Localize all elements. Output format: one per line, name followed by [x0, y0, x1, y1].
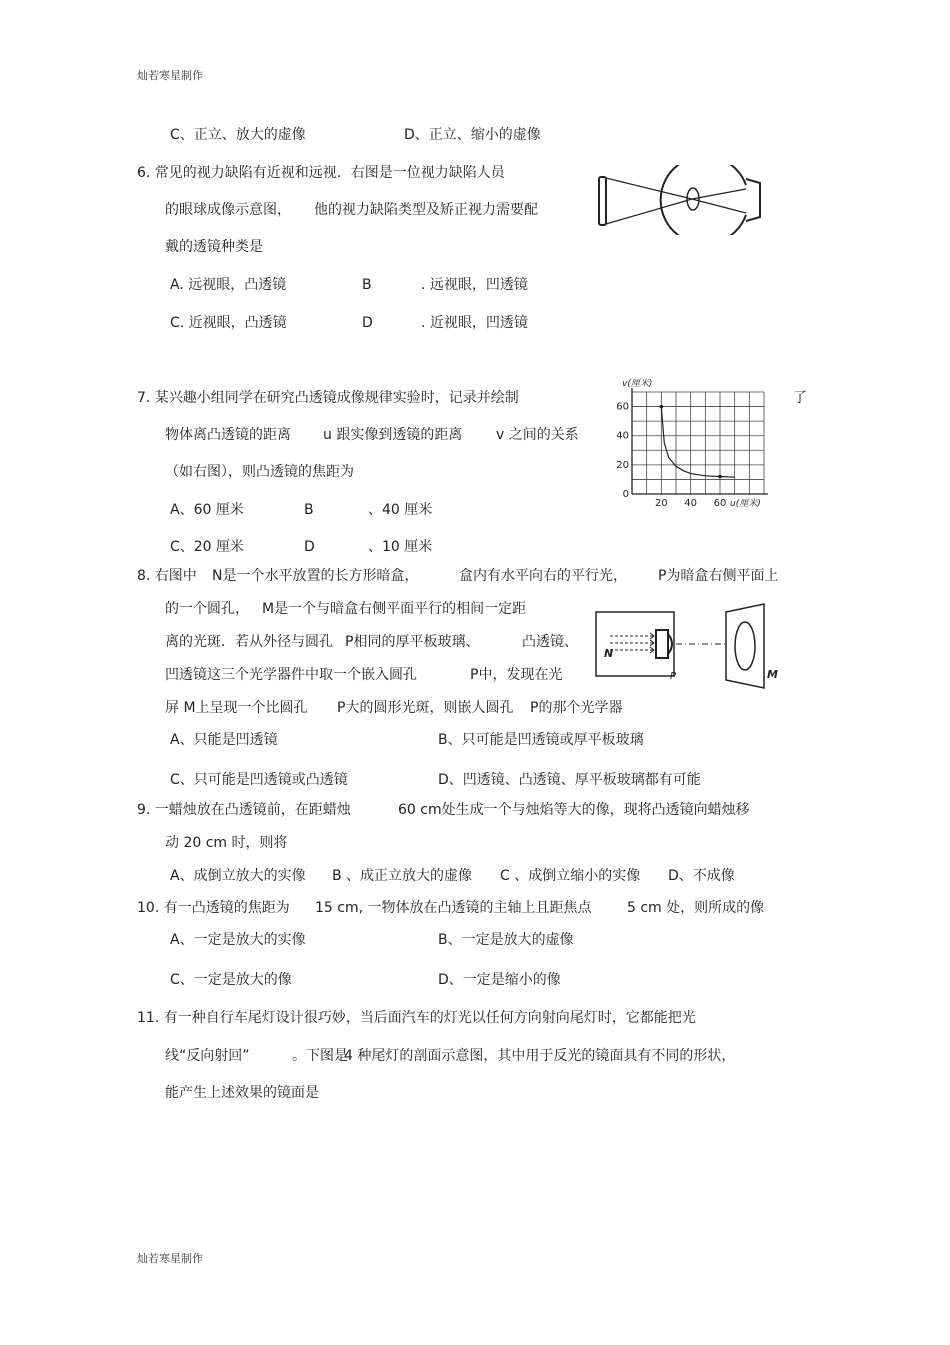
- q7-option-a: A、60 厘米: [170, 502, 244, 518]
- label-n: N: [604, 647, 614, 660]
- q8-option-b: B、只可能是凹透镜或厚平板玻璃: [438, 732, 644, 748]
- q6-option-b-letter: B: [362, 277, 372, 293]
- q8-line-1c: 盒内有水平向右的平行光，: [459, 568, 627, 584]
- q6-line-1: 6. 常见的视力缺陷有近视和远视．右图是一位视力缺陷人员: [137, 165, 505, 181]
- q11-line-3: 能产生上述效果的镜面是: [165, 1085, 319, 1101]
- q8-line-4b: P中，发现在光: [470, 667, 563, 683]
- q7-option-d-text: 、10 厘米: [368, 539, 433, 555]
- q6-option-c: C. 近视眼，凸透镜: [170, 315, 287, 331]
- q10-line-1b: 15 cm, 一物体放在凸透镜的主轴上且距焦点: [315, 900, 592, 916]
- q8-option-c: C、只可能是凹透镜或凸透镜: [170, 772, 348, 788]
- q10-option-a: A、一定是放大的实像: [170, 932, 306, 948]
- q10-option-c: C、一定是放大的像: [170, 972, 292, 988]
- header-maker: 灿若寒星制作: [137, 69, 203, 82]
- q8-line-5b: P大的圆形光斑，则嵌人圆孔: [337, 700, 514, 716]
- q7-line-2c: v 之间的关系: [496, 427, 579, 443]
- q8-line-1d: P为暗盒右侧平面上: [658, 568, 779, 584]
- chart-xlabel: u(厘米): [730, 499, 761, 509]
- y-tick-label: 0: [622, 489, 629, 500]
- y-tick-label: 40: [616, 430, 629, 442]
- q8-line-3c: 凸透镜、: [522, 634, 578, 650]
- q8-option-a: A、只能是凹透镜: [170, 732, 278, 748]
- q8-line-2b: M是一个与暗盒右侧平面平行的相间一定距: [262, 601, 527, 617]
- q8-line-1a: 8. 右图中: [137, 568, 197, 584]
- footer-maker: 灿若寒星制作: [137, 1252, 203, 1265]
- label-m: M: [767, 668, 778, 681]
- y-tick-label: 20: [616, 459, 629, 471]
- uv-chart: [604, 376, 774, 516]
- x-tick-label: 40: [684, 498, 698, 509]
- q7-line-1-end: 了: [793, 390, 807, 406]
- q10-line-1a: 10. 有一凸透镜的焦距为: [137, 900, 290, 916]
- q6-option-d-text: . 近视眼，凹透镜: [421, 315, 528, 331]
- screen-m: [726, 604, 764, 688]
- q10-option-b: B、一定是放大的虚像: [438, 932, 574, 948]
- box-lens-diagram: [592, 600, 782, 692]
- q9-option-a: A、成倒立放大的实像: [170, 868, 306, 884]
- x-tick-label: 20: [654, 498, 668, 509]
- q6-option-d-letter: D: [362, 315, 373, 331]
- q7-option-d-letter: D: [304, 539, 315, 555]
- q11-line-2a: 线“反向射回”: [165, 1048, 250, 1064]
- q8-line-3a: 离的光斑．若从外径与圆孔: [165, 634, 333, 650]
- x-tick-label: 60: [713, 498, 727, 509]
- q8-line-5c: P的那个光学器: [530, 700, 623, 716]
- q7-option-b-letter: B: [304, 502, 314, 518]
- q6-line-3: 戴的透镜种类是: [165, 239, 263, 255]
- q7-line-2a: 物体离凸透镜的距离: [165, 427, 291, 443]
- q8-line-2a: 的一个圆孔，: [165, 601, 249, 617]
- q8-line-1b: N是一个水平放置的长方形暗盒，: [212, 568, 419, 584]
- q10-option-d: D、一定是缩小的像: [438, 972, 561, 988]
- q6-line-2a: 的眼球成像示意图，: [165, 202, 291, 218]
- q9-line-1a: 9. 一蜡烛放在凸透镜前，在距蜡烛: [137, 802, 351, 818]
- q6-line-2b: 他的视力缺陷类型及矫正视力需要配: [314, 202, 538, 218]
- q6-option-b-text: . 远视眼，凹透镜: [421, 277, 528, 293]
- q7-line-3: （如右图），则凸透镜的焦距为: [165, 464, 354, 480]
- y-tick-label: 60: [616, 401, 629, 413]
- q9-line-1b: 60 cm处生成一个与烛焰等大的像，现将凸透镜向蜡烛移: [398, 802, 750, 818]
- q5-option-d: D、正立、缩小的虚像: [404, 127, 541, 143]
- eye-diagram: [594, 165, 770, 235]
- q6-option-a: A. 远视眼，凸透镜: [170, 277, 287, 293]
- q8-option-d: D、凹透镜、凸透镜、厚平板玻璃都有可能: [438, 772, 701, 788]
- q8-line-5a: 屏 M上呈现一个比圆孔: [165, 700, 308, 716]
- q9-option-c: C 、成倒立缩小的实像: [500, 868, 641, 884]
- q11-line-2c: 4 种尾灯的剖面示意图，其中用于反光的镜面具有不同的形状，: [344, 1048, 736, 1064]
- q7-line-2b: u 跟实像到透镜的距离: [323, 427, 463, 443]
- q5-option-c: C、正立、放大的虚像: [170, 127, 306, 143]
- q7-option-b-text: 、40 厘米: [368, 502, 433, 518]
- q11-line-1: 11. 有一种自行车尾灯设计很巧妙，当后面汽车的灯光以任何方向射向尾灯时，它都能把光: [137, 1010, 696, 1026]
- chart-point: [718, 475, 722, 479]
- q7-option-c: C、20 厘米: [170, 539, 245, 555]
- chart-axes: [632, 388, 768, 494]
- q8-line-3b: P相同的厚平板玻璃、: [345, 634, 480, 650]
- q9-option-b: B 、成正立放大的虚像: [332, 868, 473, 884]
- q10-line-1c: 5 cm 处，则所成的像: [627, 900, 765, 916]
- q11-line-2b: 。下图是: [292, 1048, 348, 1064]
- q8-line-4a: 凹透镜这三个光学器件中取一个嵌入圆孔: [165, 667, 417, 683]
- chart-grid: [632, 392, 764, 494]
- hole-p: [656, 630, 668, 658]
- q9-option-d: D、不成像: [668, 868, 735, 884]
- chart-series-line: [661, 407, 734, 478]
- q9-line-2: 动 20 cm 时，则将: [165, 835, 288, 851]
- label-p: P: [670, 671, 677, 682]
- chart-ylabel: v(厘米): [622, 379, 653, 389]
- chart-point: [660, 405, 664, 409]
- q7-line-1: 7. 某兴趣小组同学在研究凸透镜成像规律实验时，记录并绘制: [137, 390, 519, 406]
